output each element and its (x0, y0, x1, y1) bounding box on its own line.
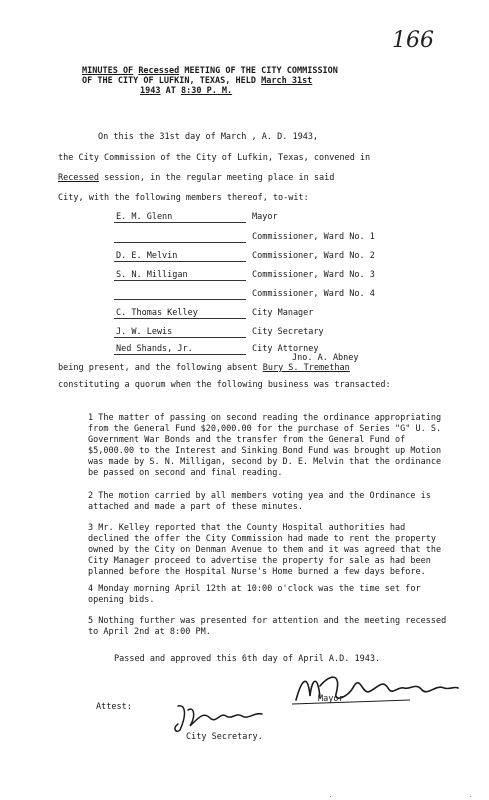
item-4: 4 Monday morning April 12th at 10:00 o'clock was the time set for opening bids. (88, 584, 421, 605)
member-name-ward3: S. N. Milligan (116, 270, 188, 280)
quorum-line: constituting a quorum when the following business was transacted: (58, 380, 391, 390)
passed-line: Passed and approved this 6th day of April A.D. 1943. (114, 654, 381, 664)
absent-name: Bury S. Tremethan (262, 363, 350, 373)
member-blank-1 (114, 222, 246, 223)
member-title-ward3: Commissioner, Ward No. 3 (252, 270, 375, 280)
header-line2-prefix: OF THE CITY OF LUFKIN, TEXAS, HELD (82, 76, 256, 86)
header-line-1 (82, 66, 338, 76)
header-kind: Recessed (138, 66, 180, 76)
member-title-mayor: Mayor (252, 212, 278, 222)
mayor-signature (290, 668, 462, 708)
secretary-label: City Secretary. (186, 732, 263, 742)
member-blank-3 (114, 261, 246, 262)
header-time: 8:30 P. M. (180, 86, 233, 96)
intro-line3-rest: session, in the regular meeting place in said (104, 173, 335, 183)
member-name-mayor: E. M. Glenn (116, 212, 173, 222)
intro-session-kind: Recessed (58, 173, 99, 183)
item-5: 5 Nothing further was presented for attention and the meeting recessed to April 2nd at 8:00 PM. (88, 616, 447, 637)
header-line-3: 1943 AT 8:30 P. M. (140, 86, 233, 96)
mayor-label: Mayor (318, 694, 344, 704)
absent-name-top: Jno. A. Abney (292, 353, 359, 363)
scan-speck (470, 796, 471, 797)
member-blank-8 (114, 354, 246, 355)
intro-line-2: the City Commission of the City of Lufkin, Texas, convened in (58, 153, 371, 163)
member-blank-7 (114, 337, 246, 338)
secretary-signature (170, 702, 270, 736)
header-line1-suffix: MEETING OF THE CITY COMMISSION (184, 66, 338, 76)
header-year: 1943 (140, 86, 161, 96)
item-2: 2 The motion carried by all members voting yea and the Ordinance is attached and made a part of these minutes. (88, 491, 431, 512)
member-name-manager: C. Thomas Kelley (116, 308, 198, 318)
member-blank-4 (114, 280, 246, 281)
member-blank-5 (114, 299, 246, 300)
member-title-ward1: Commissioner, Ward No. 1 (252, 232, 375, 242)
member-title-manager: City Manager (252, 308, 314, 318)
item-1: 1 The matter of passing on second reading the ordinance appropriating from the General Fund $20,000.00 for the purchase of Series "G" U. S. Government War Bonds and the transfer from the General Fund of $5,000.00 to the Interest and Sinking Bond Fund was brought up Motion was made by S. N. Milligan, second by D. E. Melvin that the ordinance be passed on second and final reading. (88, 413, 442, 478)
absent-line-prefix: being present, and the following absent (58, 363, 258, 373)
header-date: March 31st (261, 76, 313, 86)
member-blank-6 (114, 318, 246, 319)
attest-label: Attest: (96, 702, 132, 712)
header-line-2 (82, 76, 312, 86)
member-title-ward4: Commissioner, Ward No. 4 (252, 289, 375, 299)
intro-line-1: On this the 31st day of March , A. D. 1943, (98, 132, 319, 142)
item-3: 3 Mr. Kelley reported that the County Hospital authorities had declined the offer the City Commission had made to rent the property owned by the City on Denman Avenue to them and it was agreed that the City Manager proceed to advertise the property for sale as had been planned before the Hospital Nurse's Home burned a few days before. (88, 523, 442, 577)
member-name-secretary: J. W. Lewis (116, 327, 173, 337)
member-name-attorney: Ned Shands, Jr. (116, 344, 193, 354)
intro-line-4: City, with the following members thereof, to-wit: (58, 193, 309, 203)
member-title-ward2: Commissioner, Ward No. 2 (252, 251, 375, 261)
intro-line-3 (58, 173, 334, 183)
page-number: 166 (392, 28, 434, 53)
member-title-secretary: City Secretary (252, 327, 324, 337)
absent-line (58, 363, 350, 373)
member-title-attorney: City Attorney (252, 344, 319, 354)
scan-speck (330, 796, 331, 797)
member-blank-2 (114, 242, 246, 243)
header-prefix: MINUTES OF (82, 66, 134, 76)
member-name-ward2: D. E. Melvin (116, 251, 178, 261)
